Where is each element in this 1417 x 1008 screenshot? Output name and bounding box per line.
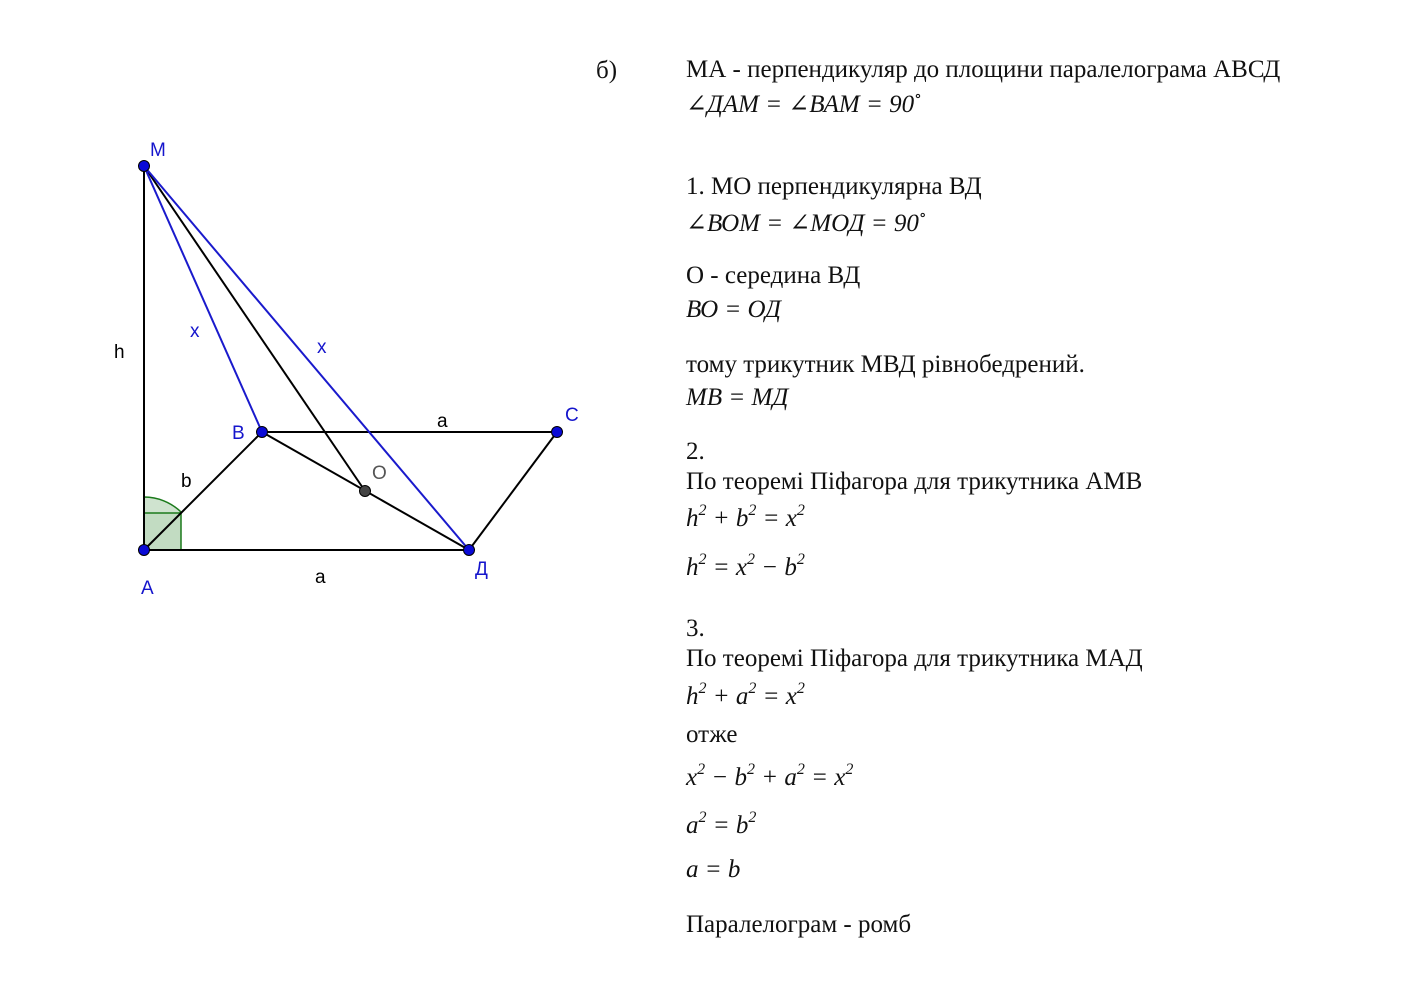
step3-number: 3.	[686, 615, 705, 642]
label-x-MD: x	[317, 337, 327, 358]
step2-line-1: По теоремі Піфагора для трикутника АМВ	[686, 468, 1143, 495]
label-a-bottom: a	[315, 567, 326, 588]
part-label: б)	[596, 57, 618, 84]
point-D	[464, 545, 475, 556]
step2-eq-1: $h^2 + b^2 = x^2$	[686, 502, 805, 532]
segment-MO	[144, 166, 365, 491]
label-b: b	[181, 471, 192, 492]
given-line-2: ∠ДАМ = ∠ВАМ = 90∘	[686, 88, 922, 118]
point-C	[552, 427, 563, 438]
point-B	[257, 427, 268, 438]
step1-line-3: О - середина ВД	[686, 262, 861, 289]
step1-line-4: ВО = ОД	[686, 296, 781, 323]
label-A: A	[141, 578, 154, 599]
step3-line-1: По теоремі Піфагора для трикутника МАД	[686, 645, 1143, 672]
segment-CD	[469, 432, 557, 550]
step1-line-6: МВ = МД	[686, 384, 789, 411]
conclusion: Паралелограм - ромб	[686, 911, 912, 938]
label-x-MB: x	[190, 321, 200, 342]
label-C: C	[565, 405, 579, 426]
step3-eq-4: a = b	[686, 856, 741, 883]
point-O	[360, 486, 371, 497]
given-line-1: МА - перпендикуляр до площини паралелограма АВСД	[686, 56, 1281, 83]
label-M: M	[150, 140, 166, 161]
label-D: Д	[475, 559, 488, 580]
point-A	[139, 545, 150, 556]
segment-AB	[144, 432, 262, 550]
step1-line-1: 1. МО перпендикулярна ВД	[686, 173, 982, 200]
label-O: O	[372, 463, 387, 484]
geometry-figure	[0, 0, 620, 640]
step1-line-5: тому трикутник МВД рівнобедрений.	[686, 351, 1085, 378]
label-a-top: a	[437, 411, 448, 432]
step3-eq-2: $x^2 - b^2 + a^2 = x^2$	[686, 761, 854, 791]
step3-word: отже	[686, 721, 738, 748]
label-h: h	[114, 342, 125, 363]
point-M	[139, 161, 150, 172]
step1-line-2: ∠ВОМ = ∠МОД = 90∘	[686, 207, 927, 237]
step2-number: 2.	[686, 438, 705, 465]
step3-eq-3: $a^2 = b^2$	[686, 809, 757, 839]
label-B: B	[232, 423, 245, 444]
segment-MB	[144, 166, 262, 432]
step2-eq-2: $h^2 = x^2 - b^2$	[686, 551, 805, 581]
step3-eq-1: $h^2 + a^2 = x^2$	[686, 680, 805, 710]
segment-MD	[144, 166, 469, 550]
